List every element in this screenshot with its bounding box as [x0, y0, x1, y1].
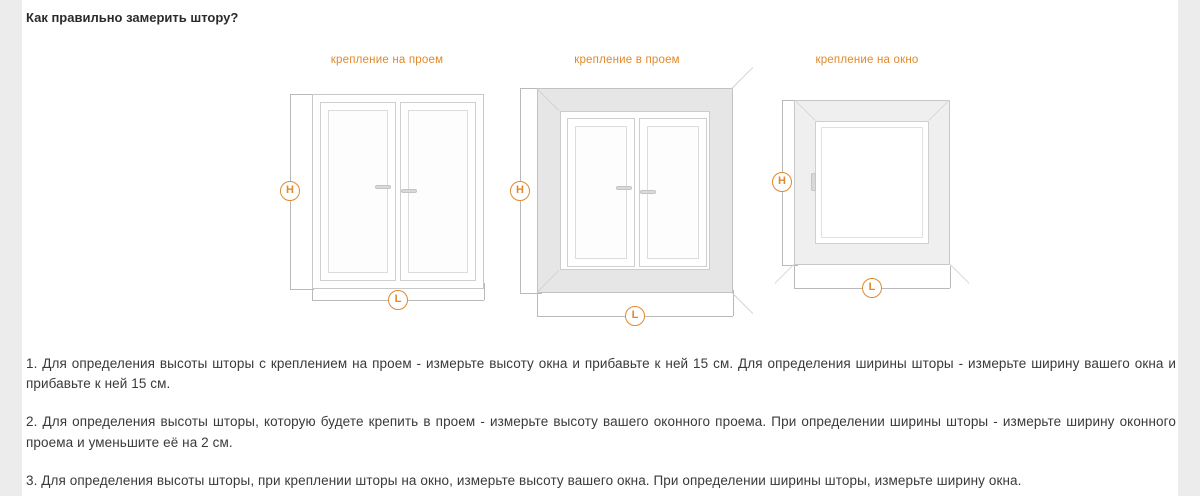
frame-bevel-tl-3 — [795, 100, 816, 121]
instruction-paragraph-2: 2. Для определения высоты шторы, которую будете крепить в проем - измерьте высоту вашего оконного проема. При определении ширины шторы - измерьте ширину оконного проема и уменьшите её на 2 см. — [26, 414, 1176, 451]
height-marker-2: H — [510, 181, 530, 201]
frame-bevel-br-3 — [949, 263, 970, 284]
instruction-paragraph-1: 1. Для определения высоты шторы с креплением на проем - измерьте высоту окна и прибавьте к ней 15 см. Для определения ширины шторы - измерьте ширину вашего окна и прибавьте к ней 15 см. — [26, 355, 1176, 392]
instruction-paragraph-3: 3. Для определения высоты шторы, при креплении шторы на окно, измерьте высоту вашего окна. При определении ширины шторы, измерьте ширину окна. — [26, 473, 1022, 489]
window-handle-left-2 — [616, 186, 632, 190]
instructions-list — [26, 340, 1176, 492]
left-gray-band — [0, 0, 22, 496]
width-guide-tick-right-3 — [950, 266, 951, 288]
page-content — [22, 0, 1178, 496]
window-sash-left-2 — [567, 118, 635, 267]
window-handle-3 — [811, 173, 816, 191]
width-guide-tick-left-2 — [537, 290, 538, 316]
page-title: Как правильно замерить штору? — [26, 10, 239, 25]
window-sash-left-1 — [320, 102, 396, 281]
diagram-caption-1: крепление на проем — [330, 54, 444, 66]
window-glass-left-2 — [575, 126, 627, 259]
frame-bevel-bl-2 — [537, 270, 559, 292]
right-gray-band — [1178, 0, 1200, 496]
height-marker-3: H — [772, 172, 792, 192]
height-guide-tick-top-1 — [290, 94, 314, 95]
frame-bevel-tr-3 — [928, 100, 949, 121]
diagram-mount-on-opening — [272, 38, 502, 338]
frame-bevel-bl-3 — [774, 263, 795, 284]
window-inner-frame-2 — [560, 111, 710, 270]
window-handle-right-2 — [640, 190, 656, 194]
width-marker-2: L — [625, 306, 645, 326]
diagram-mount-on-window — [752, 38, 982, 338]
measurement-diagrams — [22, 38, 1178, 338]
window-glass-left-1 — [328, 110, 388, 273]
window-handle-left-1 — [375, 185, 391, 189]
diagram-caption-3: крепление на окно — [815, 54, 919, 66]
height-marker-1: H — [280, 181, 300, 201]
width-marker-1: L — [388, 290, 408, 310]
window-glass-right-1 — [408, 110, 468, 273]
diagram-mount-in-opening — [502, 38, 752, 338]
frame-bevel-br-2 — [731, 292, 753, 314]
height-guide-tick-bottom-2 — [520, 293, 542, 294]
height-guide-tick-bottom-1 — [290, 289, 314, 290]
frame-bevel-tr-2 — [731, 67, 753, 89]
window-glass-3 — [821, 127, 923, 238]
window-graphic-1 — [312, 94, 484, 289]
window-handle-right-1 — [401, 189, 417, 193]
width-marker-3: L — [862, 278, 882, 298]
window-inner-frame-3 — [815, 121, 929, 244]
diagram-caption-2: крепление в проем — [574, 54, 680, 66]
frame-bevel-tl-2 — [537, 89, 559, 111]
window-graphic-3 — [794, 100, 950, 265]
window-graphic-2 — [537, 88, 733, 293]
width-guide-tick-right-1 — [484, 283, 485, 300]
width-guide-tick-left-3 — [794, 266, 795, 288]
